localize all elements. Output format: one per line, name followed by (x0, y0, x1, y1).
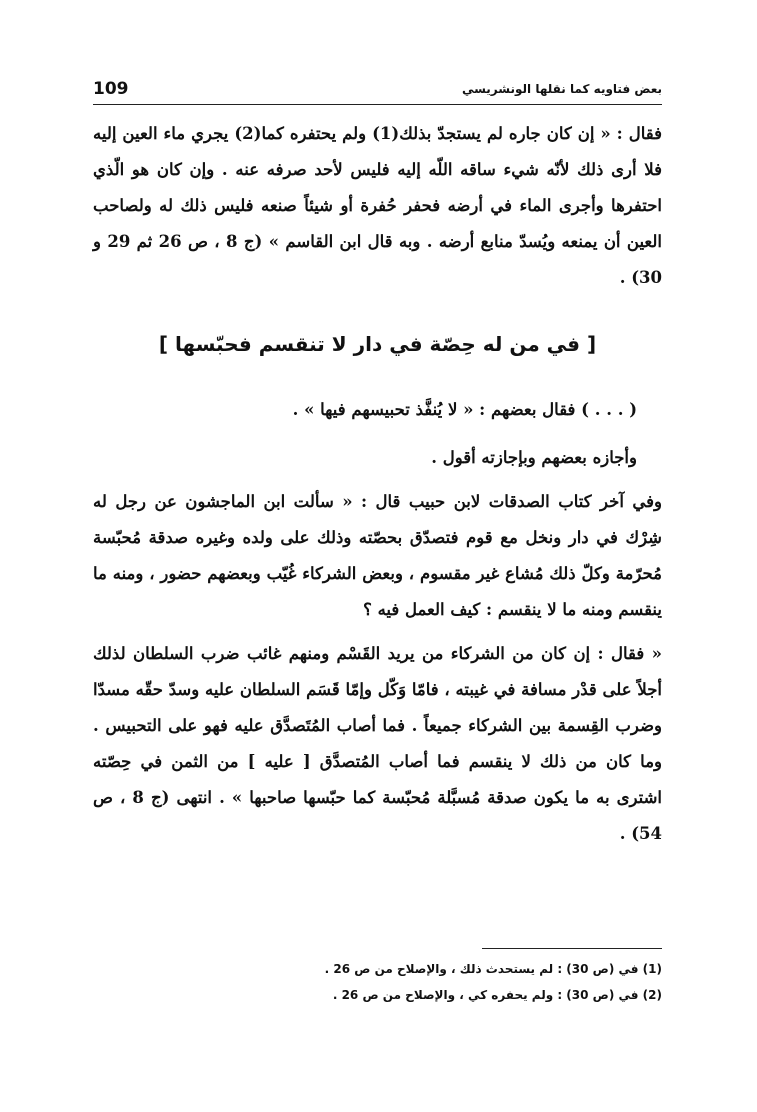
header-rule (93, 104, 662, 105)
footnote-2: (2) في (ص 30) : ولم يحفره كي ، والإصلاح من ص 26 . (332, 988, 662, 1002)
quote-line-1: ( . . . ) فقال بعضهم : « لا يُنفَّذ تحبيسهم فيها » . (292, 400, 637, 419)
paragraph-2: وفي آخر كتاب الصدقات لابن حبيب قال : « سألت ابن الماجشون عن رجل له شِرْك في دار ونخل مع قوم فتصدّق بحصّته وذلك على ولده وغيره صدقة مُحبّسة مُحرّمة وكلّ ذلك مُشاع غير مقسوم ، وبعض الشركاء غُيّب وبعضهم حضور ، ومنه ما ينقسم ومنه ما لا ينقسم : كيف العمل فيه ؟ (93, 492, 662, 619)
footnote-1: (1) في (ص 30) : لم يستحدث ذلك ، والإصلاح من ص 26 . (324, 962, 662, 976)
paragraph-3: « فقال : إن كان من الشركاء من يريد القَسْم ومنهم غائب ضرب السلطان لذلك أجلاً على قدْر مسافة في غيبته ، فامّا وَكّل وإمّا قَسَم السلطان عليه وسدّ حقّه مسدّا وضرب القِسمة بين الشركاء جميعاً . فما أصاب المُتَصدَّق عليه فهو على التحبيس . وما كان من ذلك لا ينقسم فما أصاب المُتصدَّق [ عليه ] من الثمن في حِصّته اشترى به ما يكون صدقة مُسبَّلة مُحبّسة كما حبّسها صاحبها » . انتهى (ج 8 ، ص 54) . (93, 644, 663, 843)
footnote-rule (482, 948, 662, 949)
page-number: 109 (93, 79, 129, 99)
page-header (93, 74, 662, 104)
running-title: بعض فتاويه كما نقلها الونشريسي (461, 82, 662, 96)
quote-line-2: وأجازه بعضهم وبإجازته أقول . (431, 448, 637, 467)
paragraph-1: فقال : « إن كان جاره لم يستجدّ بذلك(1) ولم يحتفره كما(2) يجري ماء العين إليه فلا أرى ذلك لأنّه شيء ساقه اللّه إليه فليس لأحد صرفه عنه . وإن كان هو الّذي احتفرها وأجرى الماء في أرضه فحفر حُفرة أو شيئاً صنعه فليس ذلك له ولصاحب العين أن يمنعه ويُسدّ منابع أرضه . وبه قال ابن القاسم » (ج 8 ، ص 26 ثم 29 و 30) . (93, 124, 663, 287)
section-heading: [ في من له حِصّة في دار لا تنقسم فحبّسها ] (158, 332, 597, 356)
